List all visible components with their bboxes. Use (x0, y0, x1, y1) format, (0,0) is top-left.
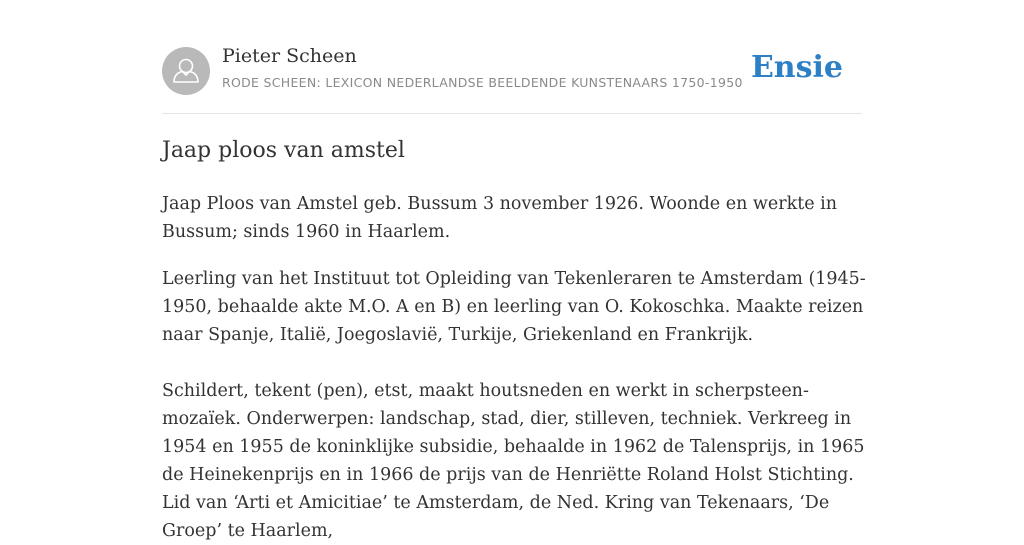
article-paragraph: Leerling van het Instituut tot Opleiding van Tekenleraren te Amsterdam (1945-1950, behaalde akte M.O. A en B) en leerling van O. Kokoschka. Maakte reizen naar Spanje, Italië, Joegoslavië, Turkije, Griekenland en Frankrijk. (162, 269, 866, 345)
article-paragraph: Jaap Ploos van Amstel geb. Bussum 3 november 1926. Woonde en werkte in Bussum; sinds 1960 in Haarlem. (162, 194, 838, 242)
article-header (162, 0, 862, 114)
article-body (162, 190, 868, 545)
article-title: Jaap ploos van amstel (162, 138, 405, 163)
author-avatar[interactable] (162, 47, 210, 95)
source-name[interactable]: RODE SCHEEN: LEXICON NEDERLANDSE BEELDENDE KUNSTENAARS 1750-1950 (222, 75, 743, 90)
ensie-logo[interactable]: Ensie (750, 50, 843, 85)
author-name[interactable]: Pieter Scheen (222, 45, 357, 67)
article-paragraph: Schildert, tekent (pen), etst, maakt houtsneden en werkt in scherpsteen-mozaïek. Onderwerpen: landschap, stad, dier, stilleven, techniek. Verkreeg in 1954 en 1955 de koninklijke subsidie, behaalde in 1962 de Talensprijs, in 1965 de Heinekenprijs en in 1966 de prijs van de Henriëtte Roland Holst Stichting. Lid van ‘Arti et Amicitiae’ te Amsterdam, de Ned. Kring van Tekenaars, ‘De Groep’ te Haarlem, (162, 381, 865, 541)
article-page (162, 0, 866, 541)
user-silhouette-icon (162, 47, 210, 95)
